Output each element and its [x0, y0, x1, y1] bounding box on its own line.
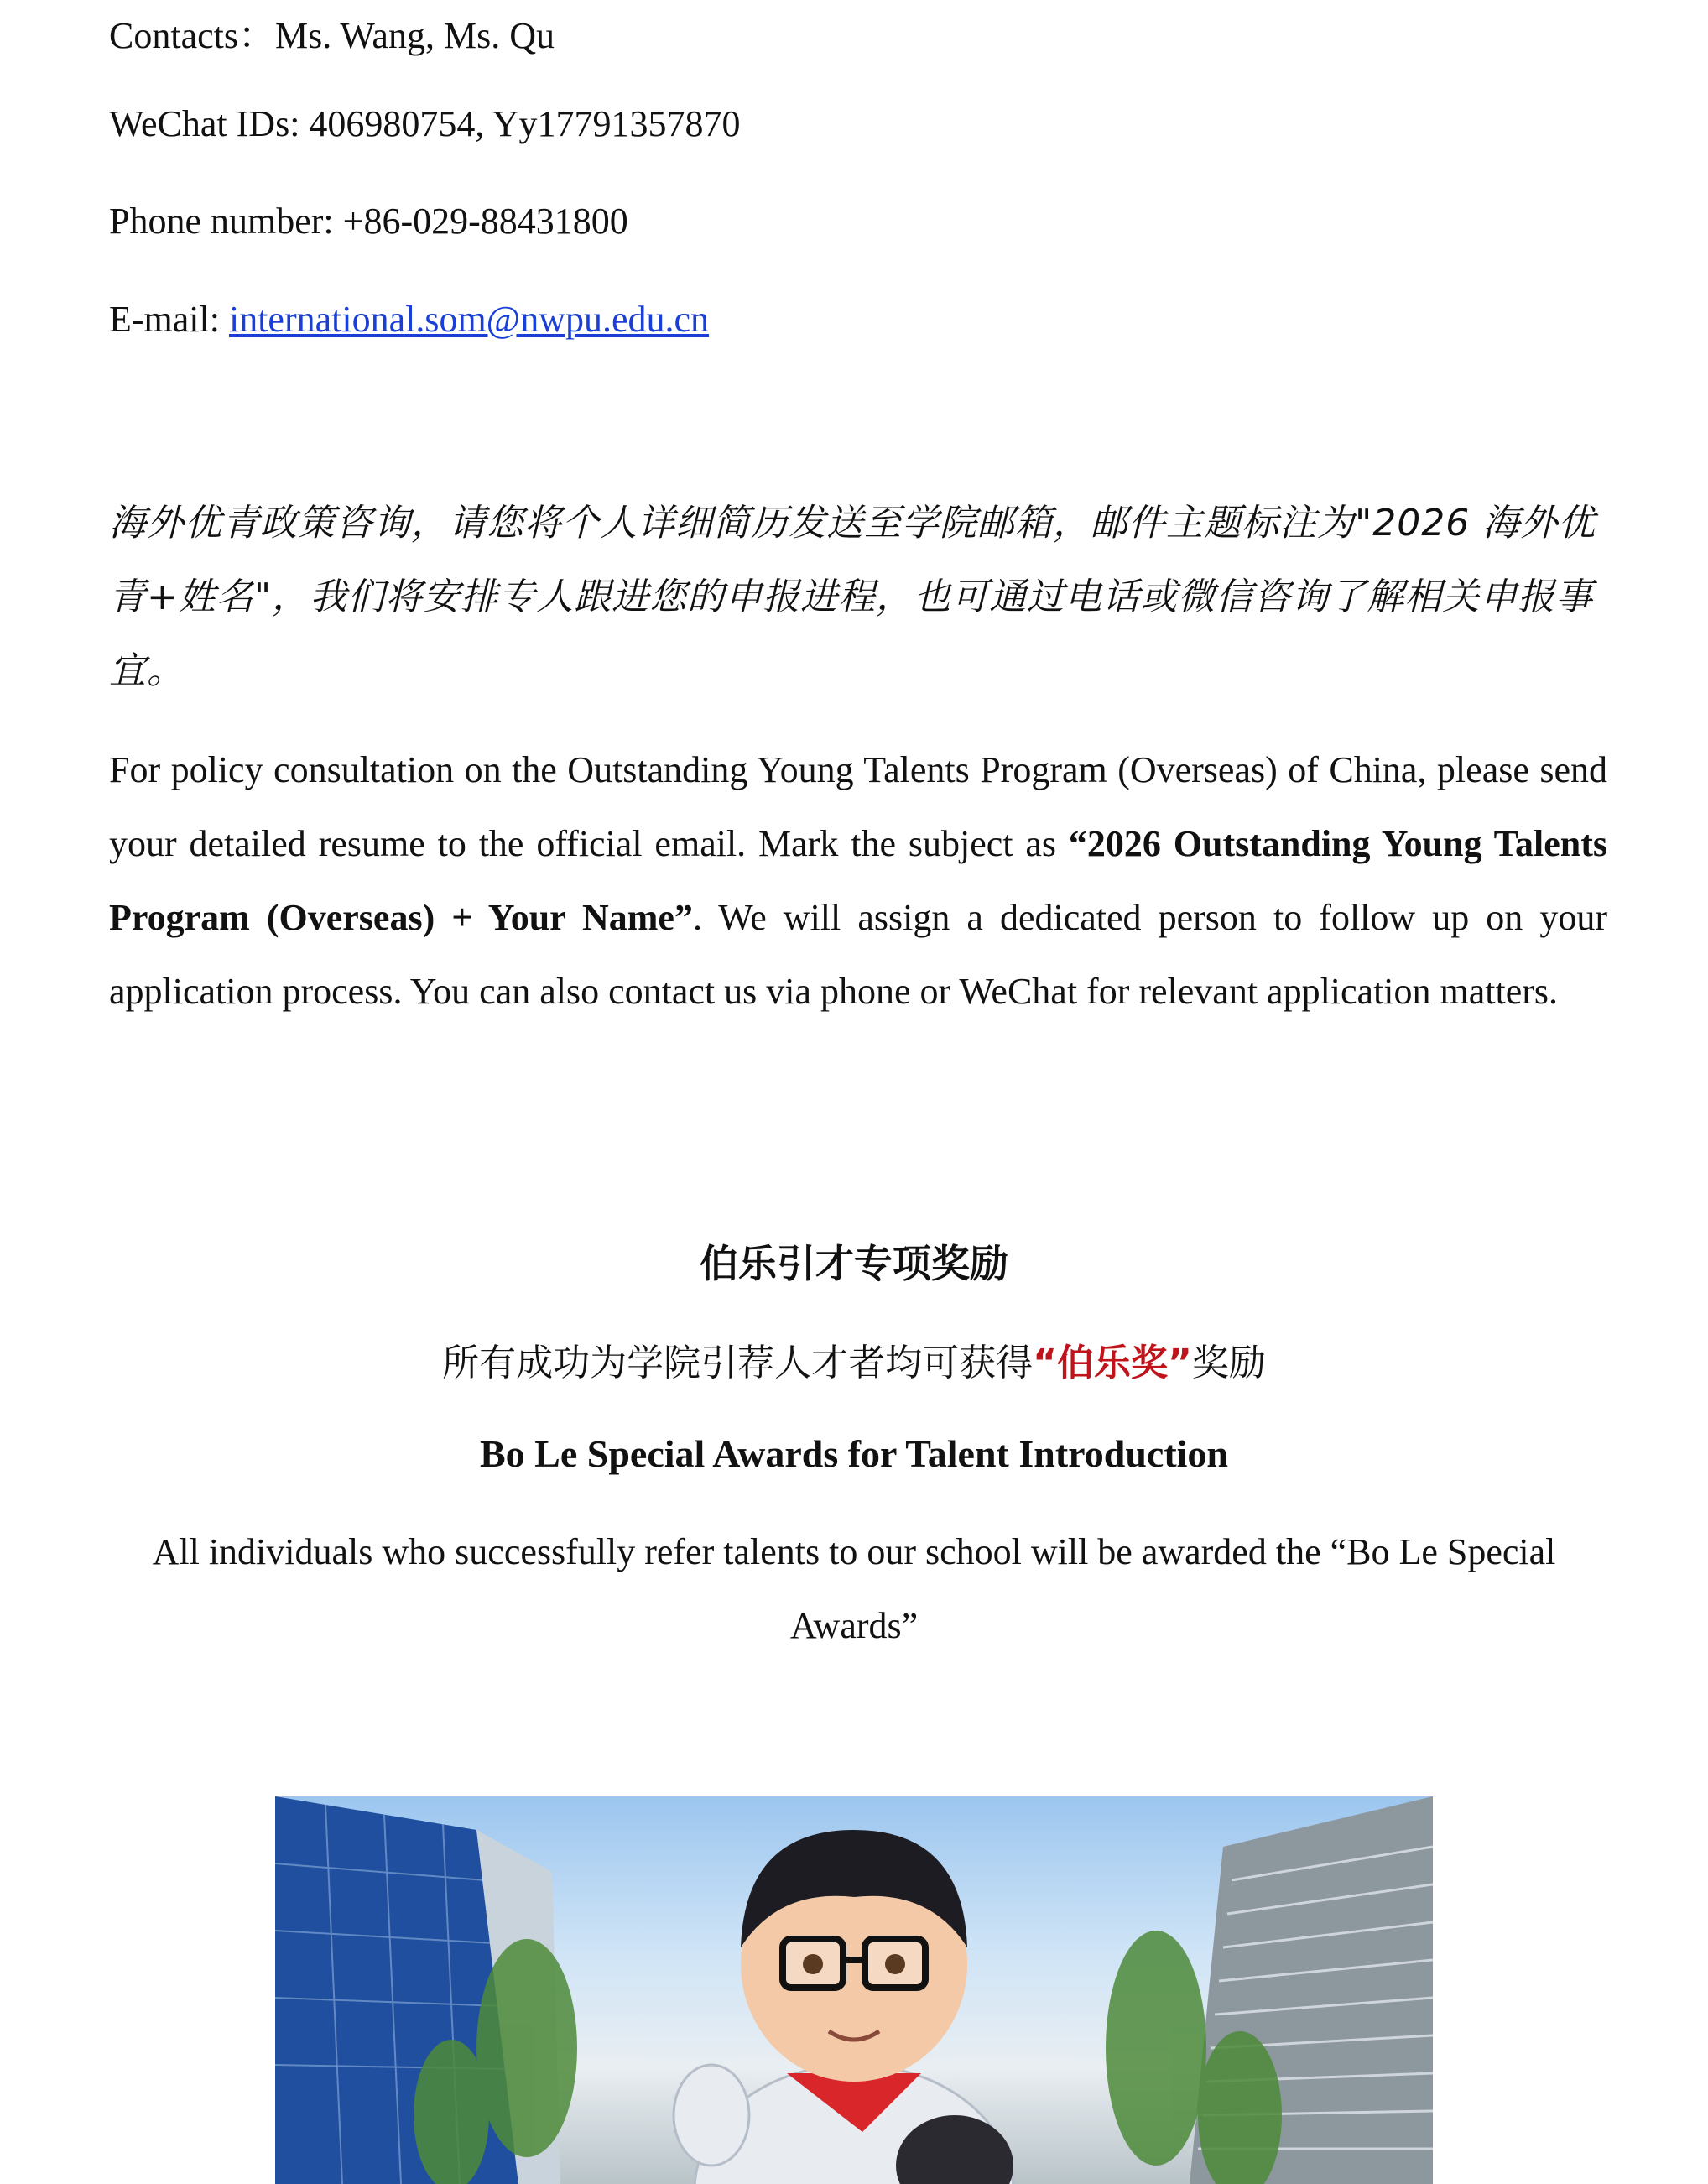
award-cn-sub-after: 奖励 — [1191, 1342, 1266, 1384]
award-en-subtitle: All individuals who successfully refer talents to our school will be awarded the “Bo Le Special Awards” — [152, 1531, 1556, 1646]
award-cn-title: 伯乐引才专项奖励 — [700, 1241, 1008, 1286]
phone-line: Phone number: +86-029-88431800 — [109, 201, 628, 242]
wechat-line: WeChat IDs: 406980754, Yy17791357870 — [109, 103, 741, 144]
consultation-en-paragraph — [109, 733, 1607, 1029]
award-cn-subtitle — [0, 1332, 1708, 1386]
email-label: E-mail: — [109, 299, 229, 340]
en-part2: . We will assign a dedicated person to follow up on your application process. You can also contact us via phone or WeChat for relevant application matters. — [109, 897, 1608, 1012]
contacts-line: Contacts：Ms. Wang, Ms. Qu — [109, 15, 555, 56]
award-cn-sub-before: 所有成功为学院引荐人才者均可获得 — [442, 1342, 1034, 1384]
consultation-cn-paragraph: 海外优青政策咨询，请您将个人详细简历发送至学院邮箱，邮件主题标注为"2026 海外优青+姓名"，我们将安排专人跟进您的申报进程，也可通过电话或微信咨询了解相关申报事宜。 — [109, 502, 1596, 692]
en-part1: For policy consultation on the Outstanding Young Talents Program (Overseas) of China, please send your detailed resume to the official email. Mark the subject as — [109, 749, 1607, 864]
en-subject-bold: “2026 Outstanding Young Talents Program (Overseas) + Your Name” — [109, 823, 1607, 938]
email-line — [109, 298, 709, 341]
mascot-photo — [275, 1796, 1433, 2184]
award-en-title: Bo Le Special Awards for Talent Introduction — [479, 1432, 1228, 1475]
email-link[interactable]: international.som@nwpu.edu.cn — [228, 299, 710, 340]
award-cn-sub-highlight: “伯乐奖” — [1033, 1342, 1192, 1384]
